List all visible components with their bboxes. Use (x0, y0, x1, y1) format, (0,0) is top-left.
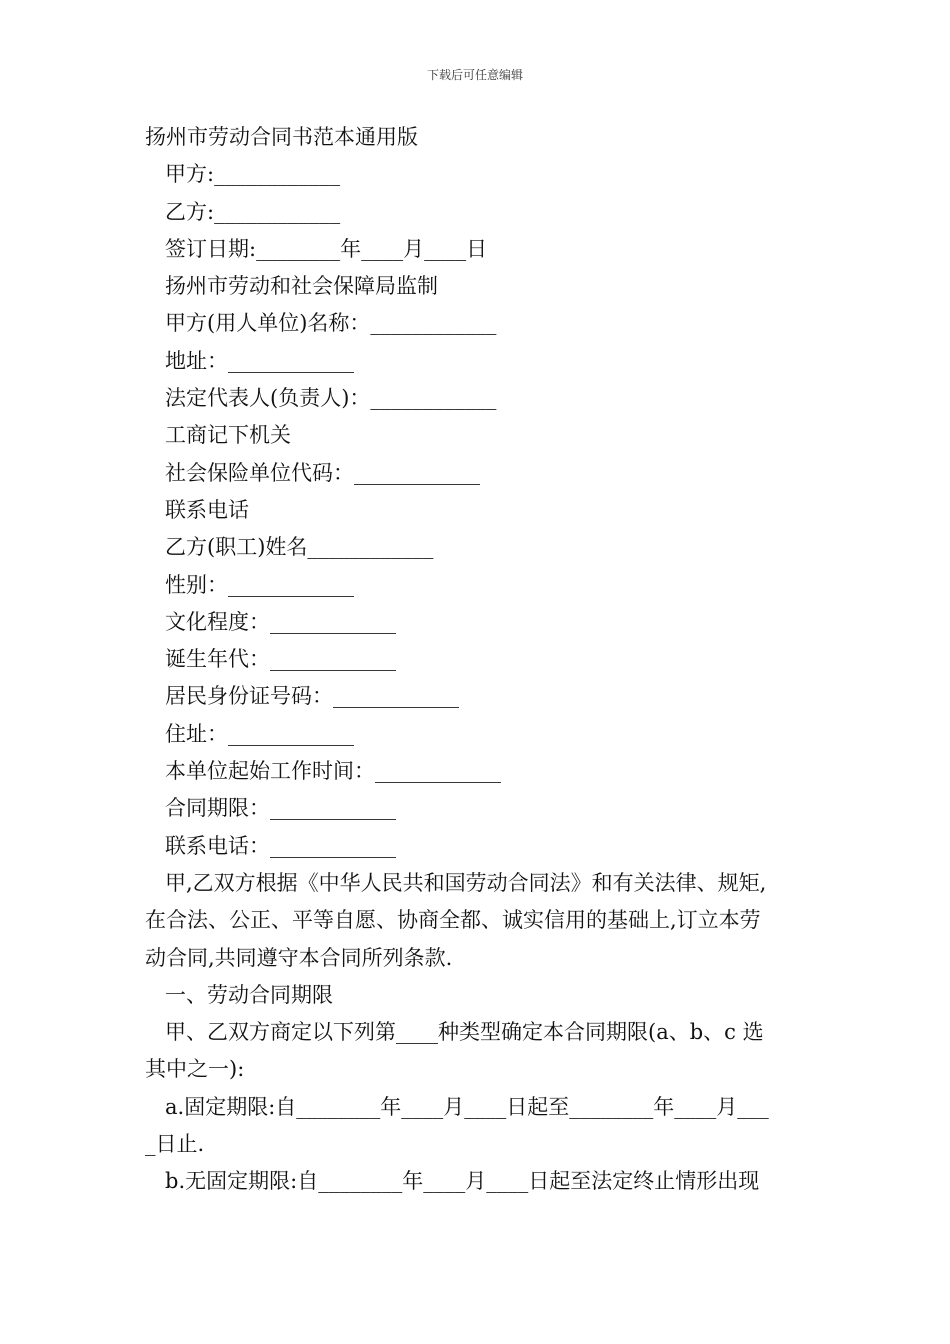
field-line: 联系电话：____________ (165, 833, 396, 858)
header-note: 下载后可任意编辑 (426, 68, 523, 82)
paragraph-line: 动合同,共同遵守本合同所列条款. (145, 945, 453, 970)
field-line: 住址：____________ (165, 721, 354, 746)
item-b-line: b.无固定期限:自________年____月____日起至法定终止情形出现 (165, 1169, 760, 1194)
field-line: 居民身份证号码：____________ (165, 684, 459, 709)
item-a-line: a.固定期限:自________年____月____日起至________年____月___ (165, 1094, 769, 1119)
field-line: 性别：____________ (165, 572, 354, 597)
field-line: 地址：____________ (165, 348, 354, 373)
field-line: 社会保险单位代码：____________ (165, 460, 480, 485)
paragraph-line: 甲、乙双方商定以下列第____种类型确定本合同期限(a、b、c 选 (165, 1020, 764, 1045)
field-line: 工商记下机关 (165, 423, 291, 448)
item-a-line: _日止. (145, 1132, 205, 1157)
field-line: 乙方(职工)姓名____________ (165, 535, 434, 560)
field-line: 文化程度：____________ (165, 609, 396, 634)
field-line: 甲方:____________ (165, 162, 341, 187)
document-title: 扬州市劳动合同书范本通用版 (145, 125, 418, 149)
field-line: 诞生年代：____________ (165, 647, 396, 672)
document-body (145, 119, 810, 1201)
field-line: 合同期限：____________ (165, 796, 396, 821)
paragraph-line: 在合法、公正、平等自愿、协商全都、诚实信用的基础上,订立本劳 (145, 908, 761, 933)
field-line: 签订日期:________年____月____日 (165, 236, 488, 261)
field-line: 法定代表人(负责人)：____________ (165, 386, 497, 411)
paragraph-line: 甲,乙双方根据《中华人民共和国劳动合同法》和有关法律、规矩, (165, 870, 767, 895)
field-line: 联系电话 (165, 497, 249, 522)
paragraph-line: 其中之一): (145, 1057, 245, 1082)
field-line: 本单位起始工作时间：____________ (165, 759, 501, 784)
field-line: 扬州市劳动和社会保障局监制 (165, 274, 438, 299)
field-line: 乙方:____________ (165, 199, 341, 224)
section-heading: 一、劳动合同期限 (165, 982, 333, 1007)
field-line: 甲方(用人单位)名称：____________ (165, 311, 497, 336)
